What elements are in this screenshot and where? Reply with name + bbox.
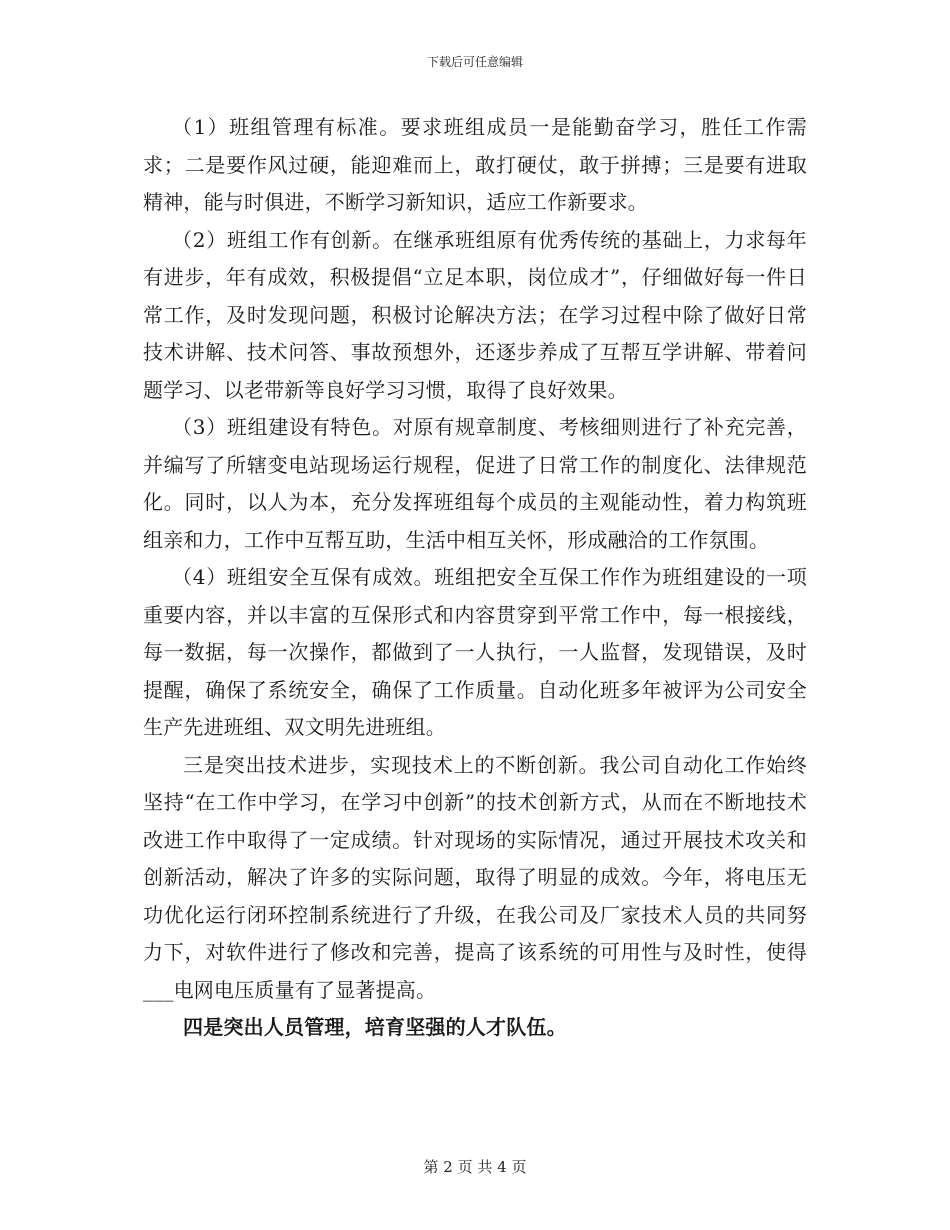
paragraph-item-1: （1）班组管理有标准。要求班组成员一是能勤奋学习，胜任工作需求；二是要作风过硬，能迎难而上，敢打硬仗，敢于拼搏；三是要有进取精神，能与时俱进，不断学习新知识，适应工作新要求。 <box>143 115 807 214</box>
paragraph-item-4: （4）班组安全互保有成效。班组把安全互保工作作为班组建设的一项重要内容，并以丰富的互保形式和内容贯穿到平常工作中，每一根接线，每一数据，每一次操作，都做到了一人执行，一人监督，发现错误，及时提醒，确保了系统安全，确保了工作质量。自动化班多年被评为公司安全生产先进班组、双文明先进班组。 <box>143 565 807 739</box>
page-footer-number: 第 2 页 共 4 页 <box>423 1158 527 1176</box>
paragraph-item-3: （3）班组建设有特色。对原有规章制度、考核细则进行了补充完善，并编写了所辖变电站现场运行规程，促进了日常工作的制度化、法律规范化。同时，以人为本，充分发挥班组每个成员的主观能动性，着力构筑班组亲和力，工作中互帮互助，生活中相互关怀，形成融洽的工作氛围。 <box>143 415 807 552</box>
paragraph-technology: 三是突出技术进步，实现技术上的不断创新。我公司自动化工作始终坚持“在工作中学习，在学习中创新”的技术创新方式，从而在不断地技术改进工作中取得了一定成绩。针对现场的实际情况，通过开展技术攻关和创新活动，解决了许多的实际问题，取得了明显的成效。今年，将电压无功优化运行闭环控制系统进行了升级，在我公司及厂家技术人员的共同努力下，对软件进行了修改和完善，提高了该系统的可用性与及时性，使得___电网电压质量有了显著提高。 <box>143 752 807 1002</box>
page-header-note: 下载后可任意编辑 <box>426 55 523 69</box>
paragraph-heading-personnel: 四是突出人员管理，培育坚强的人才队伍。 <box>183 1015 567 1039</box>
paragraph-item-2: （2）班组工作有创新。在继承班组原有优秀传统的基础上，力求每年有进步，年有成效，积极提倡“立足本职，岗位成才”，仔细做好每一件日常工作，及时发现问题，积极讨论解决方法；在学习过程中除了做好日常技术讲解、技术问答、事故预想外，还逐步养成了互帮互学讲解、带着问题学习、以老带新等良好学习习惯，取得了良好效果。 <box>143 227 807 402</box>
document-body <box>143 109 807 1047</box>
